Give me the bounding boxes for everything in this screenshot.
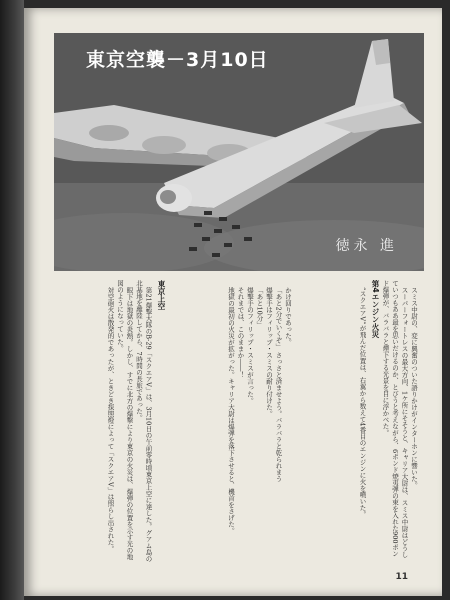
author-byline: 徳永 進 xyxy=(335,238,398,254)
paragraph: 「あと2分でいくぞ」 さっさと済ませよう。バラバラと乾られまう xyxy=(274,286,283,482)
paragraph: “スクエアV”が飛んだ位置は、右翼から数えて4番目のエンジンに火を噴いた。 xyxy=(358,286,367,517)
book-spine-shadow xyxy=(0,0,24,600)
paragraph: スーパーフォートレスの最大方向、1ケ所にそそうと、キャリア大尉は、スミス中尉はどうしていつもああ最を思いだけるのか、とびうと考えながら、6ポンド焼夷弾の束を入れた900ポンド爆弾が、バラバラと煙下する光景を目に浮かべた。 xyxy=(381,280,409,558)
paragraph: 「あと10分」 xyxy=(255,286,264,328)
paragraph: それまでは、このままか――！ xyxy=(236,286,245,378)
article-column-1 xyxy=(48,280,166,562)
paragraph: 眼下は地獄の炎熱。しかし、すでに北方の爆撃により東京の火災は、爆弾の位置を示す光の地図のようになっていた。 xyxy=(116,280,134,560)
paragraph: 第21爆撃大隊のB-29「スクエアV」は、3月10日の午前零時頃東京上空に達した。グアム島の北基地を離陸してから、7時間の長旅であった。 xyxy=(135,280,153,562)
paragraph: 爆撃手はフィリップ・スミスの耐り付けた。 xyxy=(265,286,273,417)
header-photo xyxy=(54,33,424,271)
magazine-page xyxy=(24,8,442,596)
paragraph: 対空砲火は散発的であったが、ときどき探照燈によって「スクエアV」は照らし出された。 xyxy=(106,286,115,552)
page-number: 11 xyxy=(395,572,408,582)
paragraph: 地獄の最初の火災が拡がった。キャリア大尉は爆弾を落下させると、機首をさげた。 xyxy=(227,286,235,534)
article-column-2 xyxy=(174,280,292,562)
paragraph: 爆撃手のフィリップ・スミスが言った。 xyxy=(246,286,254,404)
paragraph: スミス中尉の、変に興奮のついた語りかけがインターホンに響いた。 xyxy=(410,286,418,488)
article-column-3 xyxy=(300,280,418,562)
paragraph: かけ回りであった。 xyxy=(284,286,292,345)
page-title: 東京空襲－3月10日 xyxy=(86,49,269,71)
section-heading: 第4エンジン火災 xyxy=(371,280,380,338)
section-heading: 東京上空 xyxy=(157,280,166,310)
